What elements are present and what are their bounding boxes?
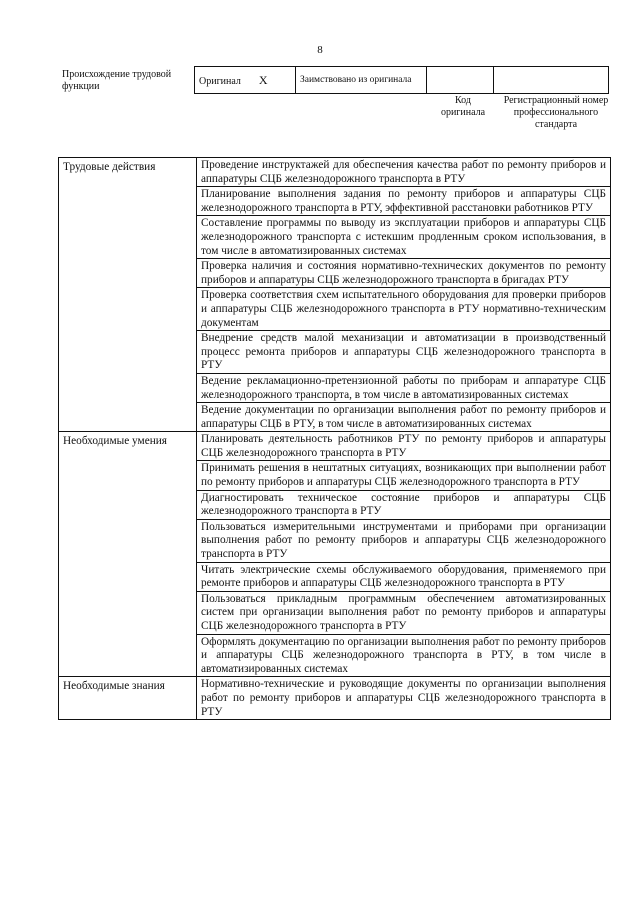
- functions-table: [58, 157, 611, 720]
- section-item: Ведение рекламационно-претензионной работы по приборам и аппаратуре СЦБ железнодорожного транспорта, в том числе в автоматизированных системах: [197, 373, 611, 402]
- original-mark: X: [258, 72, 268, 87]
- origin-table: [194, 66, 609, 94]
- section-item: Планирование выполнения задания по ремонту приборов и аппаратуры СЦБ железнодорожного транспорта в РТУ, эффективной расстановки работников РТУ: [197, 187, 611, 216]
- section-item: Ведение документации по организации выполнения работ по ремонту приборов и аппаратуры СЦБ в РТУ, в том числе в автоматизированных системах: [197, 403, 611, 432]
- reg-number-cell: [494, 67, 609, 94]
- table-row: [59, 677, 611, 720]
- original-cell: [195, 67, 296, 94]
- section-item: Проведение инструктажей для обеспечения качества работ по ремонту приборов и аппаратуры СЦБ железнодорожного транспорта в РТУ: [197, 158, 611, 187]
- code-label: Код оригинала: [440, 95, 486, 118]
- section-item: Планировать деятельность работников РТУ по ремонту приборов и аппаратуры СЦБ железнодорожного транспорта в РТУ: [197, 432, 611, 461]
- section-title: Необходимые знания: [59, 677, 197, 720]
- section-item: Диагностировать техническое состояние приборов и аппаратуры СЦБ железнодорожного транспорта в РТУ: [197, 490, 611, 519]
- section-title: Необходимые умения: [59, 432, 197, 677]
- reg-number-label: Регистрационный номер профессионального стандарта: [503, 95, 609, 130]
- section-item: Оформлять документацию по организации выполнения работ по ремонту приборов и аппаратуры СЦБ железнодорожного транспорта в РТУ, в том числе в автоматизированных системах: [197, 634, 611, 677]
- section-title: Трудовые действия: [59, 158, 197, 432]
- table-row: [59, 158, 611, 187]
- section-item: Принимать решения в нештатных ситуациях, возникающих при выполнении работ по ремонту приборов и аппаратуры СЦБ железнодорожного транспорта в РТУ: [197, 461, 611, 490]
- code-cell: [427, 67, 494, 94]
- section-item: Внедрение средств малой механизации и автоматизации в производственный процесс ремонта приборов и аппаратуры СЦБ железнодорожного транспорта в РТУ: [197, 331, 611, 374]
- section-item: Нормативно-технические и руководящие документы по организации выполнения работ по ремонту приборов и аппаратуры СЦБ железнодорожного транспорта в РТУ: [197, 677, 611, 720]
- borrowed-cell: Заимствовано из оригинала: [296, 67, 427, 94]
- original-label: Оригинал: [199, 75, 241, 87]
- section-item: Проверка наличия и состояния нормативно-технических документов по ремонту приборов и аппаратуры СЦБ железнодорожного транспорта в бригадах РТУ: [197, 259, 611, 288]
- page-number: 8: [317, 44, 323, 56]
- origin-label: Происхождение трудовой функции: [62, 69, 172, 92]
- section-item: Составление программы по выводу из эксплуатации приборов и аппаратуры СЦБ железнодорожного транспорта с истекшим продленным сроком использования, в том числе в автоматизированных системах: [197, 216, 611, 259]
- section-item: Пользоваться прикладным программным обеспечением автоматизированных систем при организации выполнения работ по ремонту приборов и аппаратуры СЦБ железнодорожного транспорта в РТУ: [197, 591, 611, 634]
- section-item: Пользоваться измерительными инструментами и приборами при организации выполнения работ по ремонту приборов и аппаратуры СЦБ железнодорожного транспорта в РТУ: [197, 519, 611, 562]
- table-row: [59, 432, 611, 461]
- section-item: Читать электрические схемы обслуживаемого оборудования, применяемого при ремонте приборов и аппаратуры СЦБ железнодорожного транспорта в РТУ: [197, 562, 611, 591]
- section-item: Проверка соответствия схем испытательного оборудования для проверки приборов и аппаратуры СЦБ железнодорожного транспорта в РТУ нормативно-техническим документам: [197, 288, 611, 331]
